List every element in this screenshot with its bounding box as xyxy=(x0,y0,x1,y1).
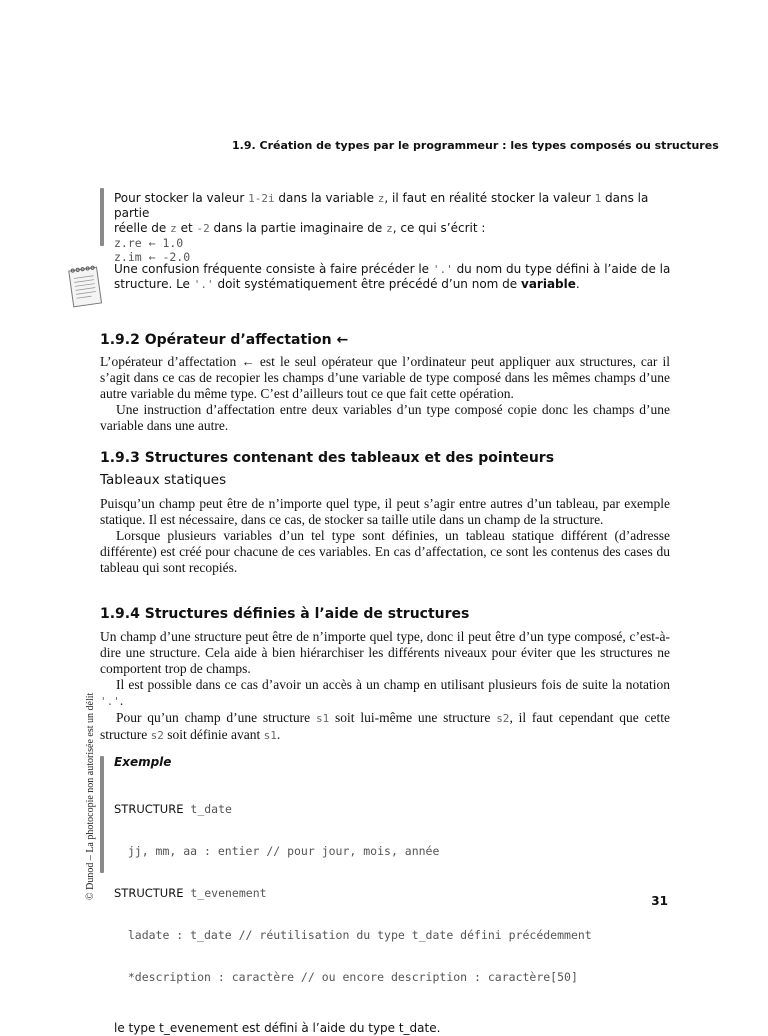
paragraph: L’opérateur d’affectation ← est le seul opérateur que l’ordinateur peut appliquer aux structures, car il s’agit dans ce cas de recopier les champs d’une variable de type composé dans les mêmes champs d’une autre variable du même type. C’est d’ailleurs tout ce que fait cette opération. xyxy=(100,354,670,401)
code-line: STRUCTURE t_date xyxy=(114,802,232,816)
section-body-1-9-4 xyxy=(100,629,670,744)
paragraph: Lorsque plusieurs variables d’un tel type sont définies, un tableau statique différent (d’adresse différente) est créé pour chacune de ces variables. En cas d’affectation, ce sont les contenus des cases du tableau qui sont recopiés. xyxy=(100,528,670,575)
code-block xyxy=(114,774,674,1012)
example-label: Exemple xyxy=(114,755,172,769)
note-line-1: Une confusion fréquente consiste à faire précéder le '.' du nom du type défini à l’aide de la xyxy=(114,262,671,276)
section-body-1-9-2 xyxy=(100,354,670,434)
running-header: 1.9. Création de types par le programmeur : les types composés ou structures xyxy=(232,139,719,152)
code-line: z.im ← -2.0 xyxy=(114,250,191,264)
section-body-1-9-3 xyxy=(100,496,670,576)
box-line-1: Pour stocker la valeur 1-2i dans la variable z, il faut en réalité stocker la valeur 1 dans la partie xyxy=(114,191,649,220)
box-bar xyxy=(100,188,104,246)
copyright-notice: © Dunod – La photocopie non autorisée est un délit xyxy=(85,692,96,900)
page-number: 31 xyxy=(651,894,668,908)
code-line: *description : caractère // ou encore description : caractère[50] xyxy=(114,970,578,984)
info-box xyxy=(114,191,674,264)
code-line: z.re ← 1.0 xyxy=(114,236,184,250)
notepad-icon xyxy=(66,263,104,309)
example-box xyxy=(114,755,674,1036)
section-title-1-9-4: 1.9.4 Structures définies à l’aide de structures xyxy=(100,606,470,622)
subsection-title: Tableaux statiques xyxy=(100,472,227,488)
paragraph: Puisqu’un champ peut être de n’importe quel type, il peut s’agir entre autres d’un tableau, par exemple statique. Il est nécessaire, dans ce cas, de stocker sa taille utile dans un champ de la structure. xyxy=(100,496,670,527)
note-line-2: structure. Le '.' doit systématiquement être précédé d’un nom de variable. xyxy=(114,277,580,291)
paragraph: Il est possible dans ce cas d’avoir un accès à un champ en utilisant plusieurs fois de suite la notation '.'. xyxy=(100,677,670,708)
section-title-1-9-3: 1.9.3 Structures contenant des tableaux et des pointeurs xyxy=(100,450,555,466)
example-caption: le type t_evenement est défini à l’aide du type t_date. xyxy=(114,1021,441,1035)
box-line-2: réelle de z et -2 dans la partie imaginaire de z, ce qui s’écrit : xyxy=(114,221,486,235)
paragraph: Une instruction d’affectation entre deux variables d’un type composé copie donc les champs d’une variable dans une autre. xyxy=(100,402,670,433)
paragraph: Pour qu’un champ d’une structure s1 soit lui-même une structure s2, il faut cependant que cette structure s2 soit définie avant s1. xyxy=(100,710,670,742)
paragraph: Un champ d’une structure peut être de n’importe quel type, donc il peut être d’un type composé, c’est-à-dire une structure. Cela aide à bien hiérarchiser les différents niveaux pour éviter que les structures ne comportent trop de champs. xyxy=(100,629,670,676)
note-text xyxy=(114,262,674,292)
section-title-1-9-2: 1.9.2 Opérateur d’affectation ← xyxy=(100,332,349,348)
example-bar xyxy=(100,756,104,873)
code-line: STRUCTURE t_evenement xyxy=(114,886,267,900)
code-line: ladate : t_date // réutilisation du type t_date défini précédemment xyxy=(114,928,592,942)
code-line: jj, mm, aa : entier // pour jour, mois, année xyxy=(114,844,440,858)
